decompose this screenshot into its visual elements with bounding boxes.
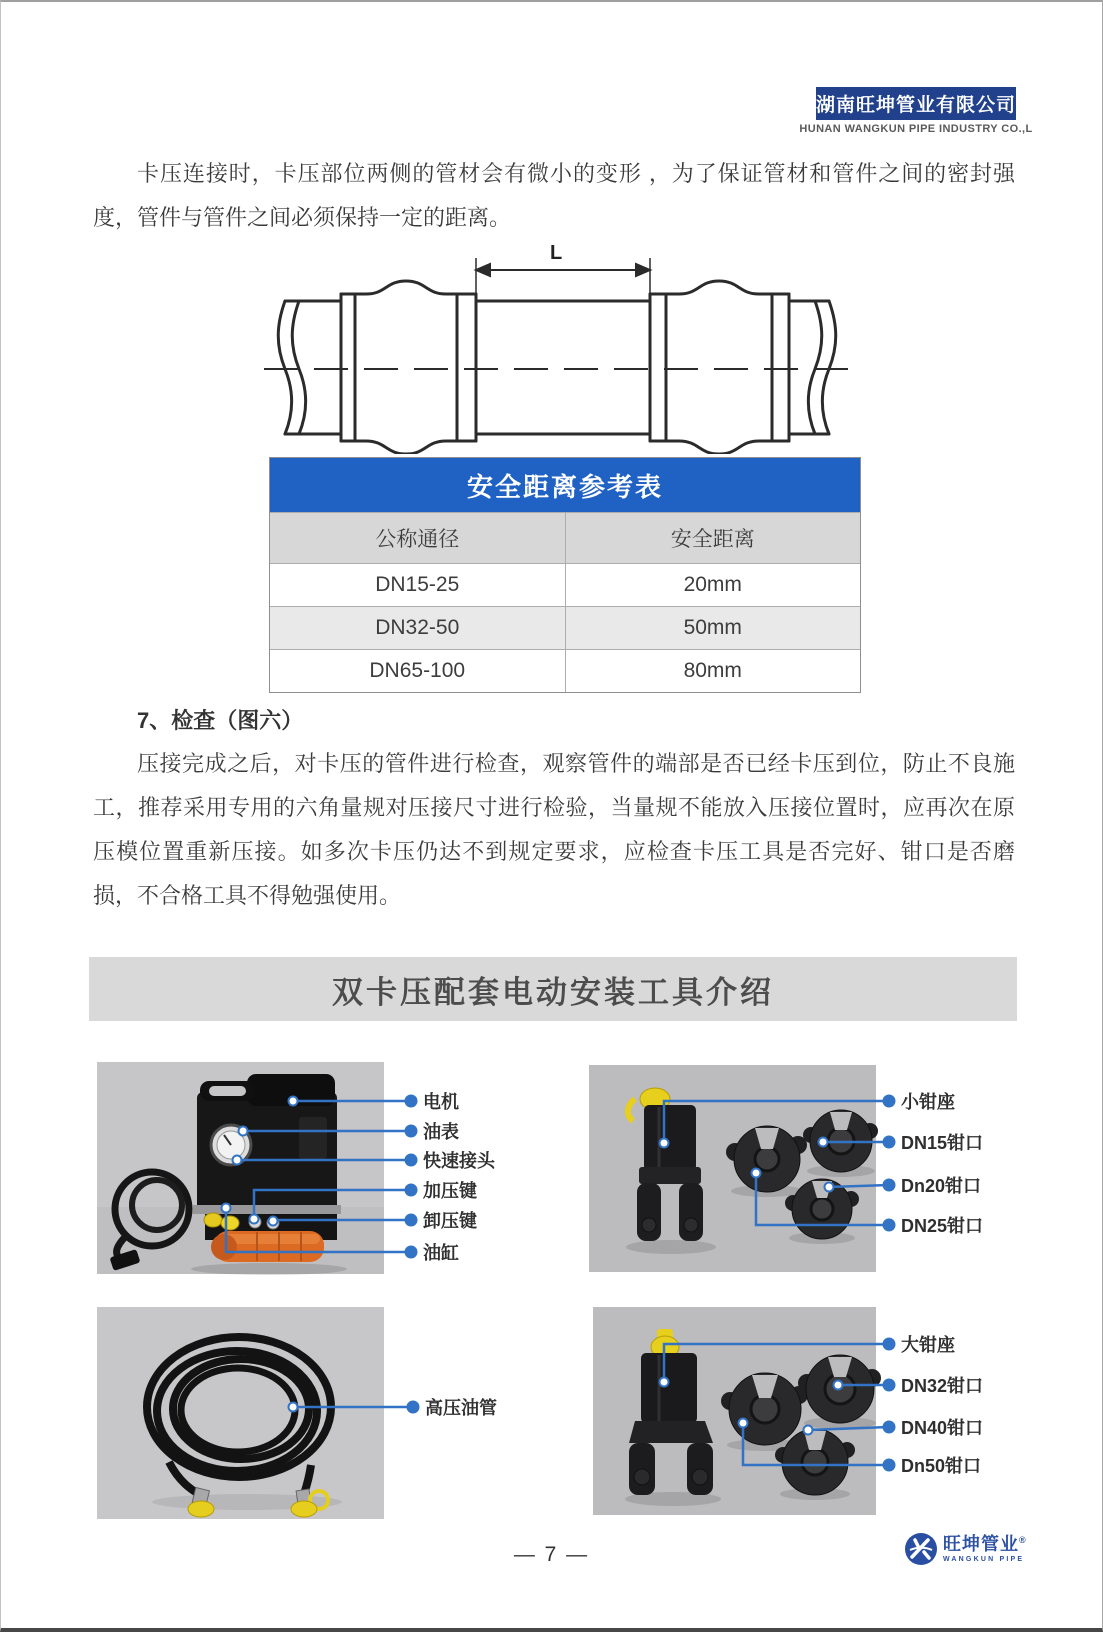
section-body: 压接完成之后，对卡压的管件进行检查，观察管件的端部是否已经卡压到位，防止不良施工，推荐采用专用的六角量规对压接尺寸进行检验，当量规不能放入压接位置时，应再次在原压模位置重新压接。如多次卡压仍达不到规定要求，应检查卡压工具是否完好、钳口是否磨损，不合格工具不得勉强使用。 [93,751,1015,908]
safety-distance-table [269,457,861,693]
callout-label-quick-coupler: 快速接头 [423,1151,495,1171]
logo-text-cn: 旺坤管业® [943,1534,1027,1554]
callout-label-oil-cylinder: 油缸 [423,1243,459,1263]
figure-large-clamp [593,1297,1019,1525]
table-title: 安全距离参考表 [270,458,860,512]
cell-distance: 80mm [565,650,861,692]
callout-label-oil-gauge: 油表 [423,1122,459,1142]
callout-label-dots [405,1095,418,1259]
callout-label-dots [883,1338,896,1472]
cell-diameter: DN65-100 [369,659,466,682]
figure-small-clamp [589,1057,1019,1285]
cell-diameter: DN15-25 [375,573,460,596]
company-name-box [816,87,1016,120]
col-header-nominal-diameter: 公称通径 [375,528,460,551]
pipe-diagram-drawing [256,240,856,454]
dimension-label: L [550,242,563,264]
logo-text-en: WANGKUN PIPE [943,1556,1025,1563]
callout-label-dots [883,1095,896,1232]
callout-label-dn20-jaw: Dn20钳口 [901,1176,982,1196]
callout-label-dn40-jaw: DN40钳口 [901,1418,984,1438]
callout-label-high-pressure-hose: 高压油管 [425,1398,497,1418]
figure-hose [97,1297,537,1529]
cell-distance: 20mm [565,564,861,606]
footer-logo [904,1532,1027,1566]
callout-label-pressurize-key: 加压键 [423,1181,477,1201]
table-row [270,606,860,649]
callout-label-small-clamp-base: 小钳座 [901,1092,955,1112]
table-header-row [270,512,860,563]
callout-label-dn25-jaw: DN25钳口 [901,1216,984,1236]
table-row [270,649,860,692]
section-heading: 7、检查（图六） [137,708,304,733]
callout-label-release-key: 卸压键 [423,1211,477,1231]
callout-label-dn50-jaw: Dn50钳口 [901,1456,982,1476]
company-name-en: HUNAN WANGKUN PIPE INDUSTRY CO.,L [799,123,1033,135]
table-row [270,563,860,606]
figure-pump [97,1057,537,1285]
callout-label-dn32-jaw: DN32钳口 [901,1376,984,1396]
large-clamp-photo-illustration [593,1297,1019,1525]
intro-paragraph: 卡压连接时，卡压部位两侧的管材会有微小的变形 ，为了保证管材和管件之间的密封强度，管件与管件之间必须保持一定的距离。 [93,161,1015,230]
callout-label-large-clamp-base: 大钳座 [901,1335,955,1355]
callout-label-motor: 电机 [423,1092,459,1112]
callout-label-dn15-jaw: DN15钳口 [901,1133,984,1153]
cell-diameter: DN32-50 [375,616,460,639]
company-name: 湖南旺坤管业有限公司 [816,95,1017,116]
callout-label-dot [407,1401,420,1414]
tools-banner-title: 双卡压配套电动安装工具介绍 [332,974,774,1010]
page-number: — 7 — [513,1543,590,1566]
callout-feature-dot [289,1403,298,1412]
col-header-safe-distance: 安全距离 [565,513,861,563]
wangkun-logo-icon [904,1532,938,1566]
cell-distance: 50mm [565,607,861,649]
tools-banner [89,957,1017,1021]
pipe-fitting-distance-diagram [256,240,856,454]
